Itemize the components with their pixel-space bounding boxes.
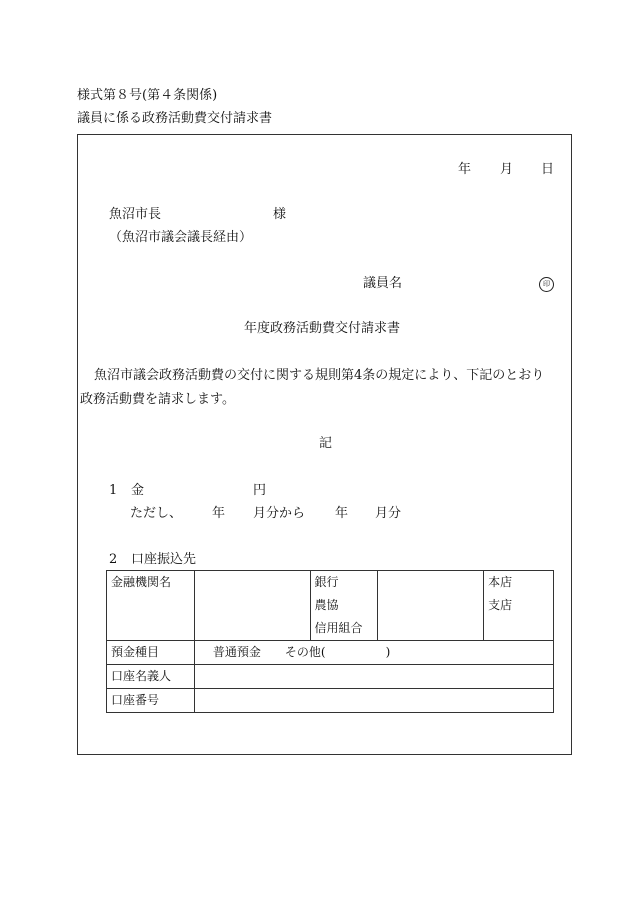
seal-icon: 印 xyxy=(539,277,554,292)
body-text-line2: 政務活動費を請求します。 xyxy=(80,392,235,407)
request-heading: 年度政務活動費交付請求書 xyxy=(244,321,401,336)
form-number: 様式第８号(第４条関係) xyxy=(77,88,218,103)
branch-name-field[interactable] xyxy=(378,571,484,641)
bank-name-field[interactable] xyxy=(194,571,310,641)
item1-month-from: 月分から xyxy=(253,506,306,521)
ki-mark: 記 xyxy=(319,436,333,451)
date-year: 年 xyxy=(458,162,472,177)
body-text-line1: 魚沼市議会政務活動費の交付に関する規則第4条の規定により、下記のとおり xyxy=(94,368,545,383)
addressee-honorific: 様 xyxy=(273,207,287,222)
account-holder-field[interactable] xyxy=(194,665,553,689)
table-row xyxy=(107,689,554,713)
addressee-mayor: 魚沼市長 xyxy=(109,207,162,222)
item1-month-to: 月分 xyxy=(375,506,402,521)
form-title: 議員に係る政務活動費交付請求書 xyxy=(77,111,273,126)
member-name-label: 議員名 xyxy=(363,276,403,291)
bank-type-cell xyxy=(310,571,378,641)
item1-note-prefix: ただし、 xyxy=(130,506,183,521)
branch-type-main: 本店 xyxy=(488,575,513,589)
table-row xyxy=(107,665,554,689)
item1-label: 金 xyxy=(131,483,145,498)
branch-type-cell xyxy=(484,571,554,641)
item1-number: 1 xyxy=(109,483,118,498)
branch-type-branch: 支店 xyxy=(488,598,513,612)
table-row xyxy=(107,641,554,665)
account-number-label: 口座番号 xyxy=(107,689,195,713)
bank-type-credit: 信用組合 xyxy=(314,621,363,635)
item1-year1: 年 xyxy=(212,506,226,521)
bank-type-agri: 農協 xyxy=(314,598,339,612)
deposit-type-label: 預金種目 xyxy=(107,641,195,665)
item1-unit: 円 xyxy=(253,483,267,498)
bank-account-table xyxy=(106,570,554,713)
deposit-type-options[interactable]: 普通預金 その他( ) xyxy=(194,641,553,665)
date-day: 日 xyxy=(541,162,555,177)
date-month: 月 xyxy=(500,162,514,177)
account-number-field[interactable] xyxy=(194,689,553,713)
bank-name-label: 金融機関名 xyxy=(107,571,195,641)
item2-number: 2 xyxy=(109,552,118,567)
item2-label: 口座振込先 xyxy=(131,552,197,567)
seal-mark xyxy=(539,276,554,292)
addressee-via: （魚沼市議会議長経由） xyxy=(109,230,253,245)
bank-type-bank: 銀行 xyxy=(314,575,339,589)
account-holder-label: 口座名義人 xyxy=(107,665,195,689)
table-row xyxy=(107,571,554,641)
item1-year2: 年 xyxy=(335,506,349,521)
